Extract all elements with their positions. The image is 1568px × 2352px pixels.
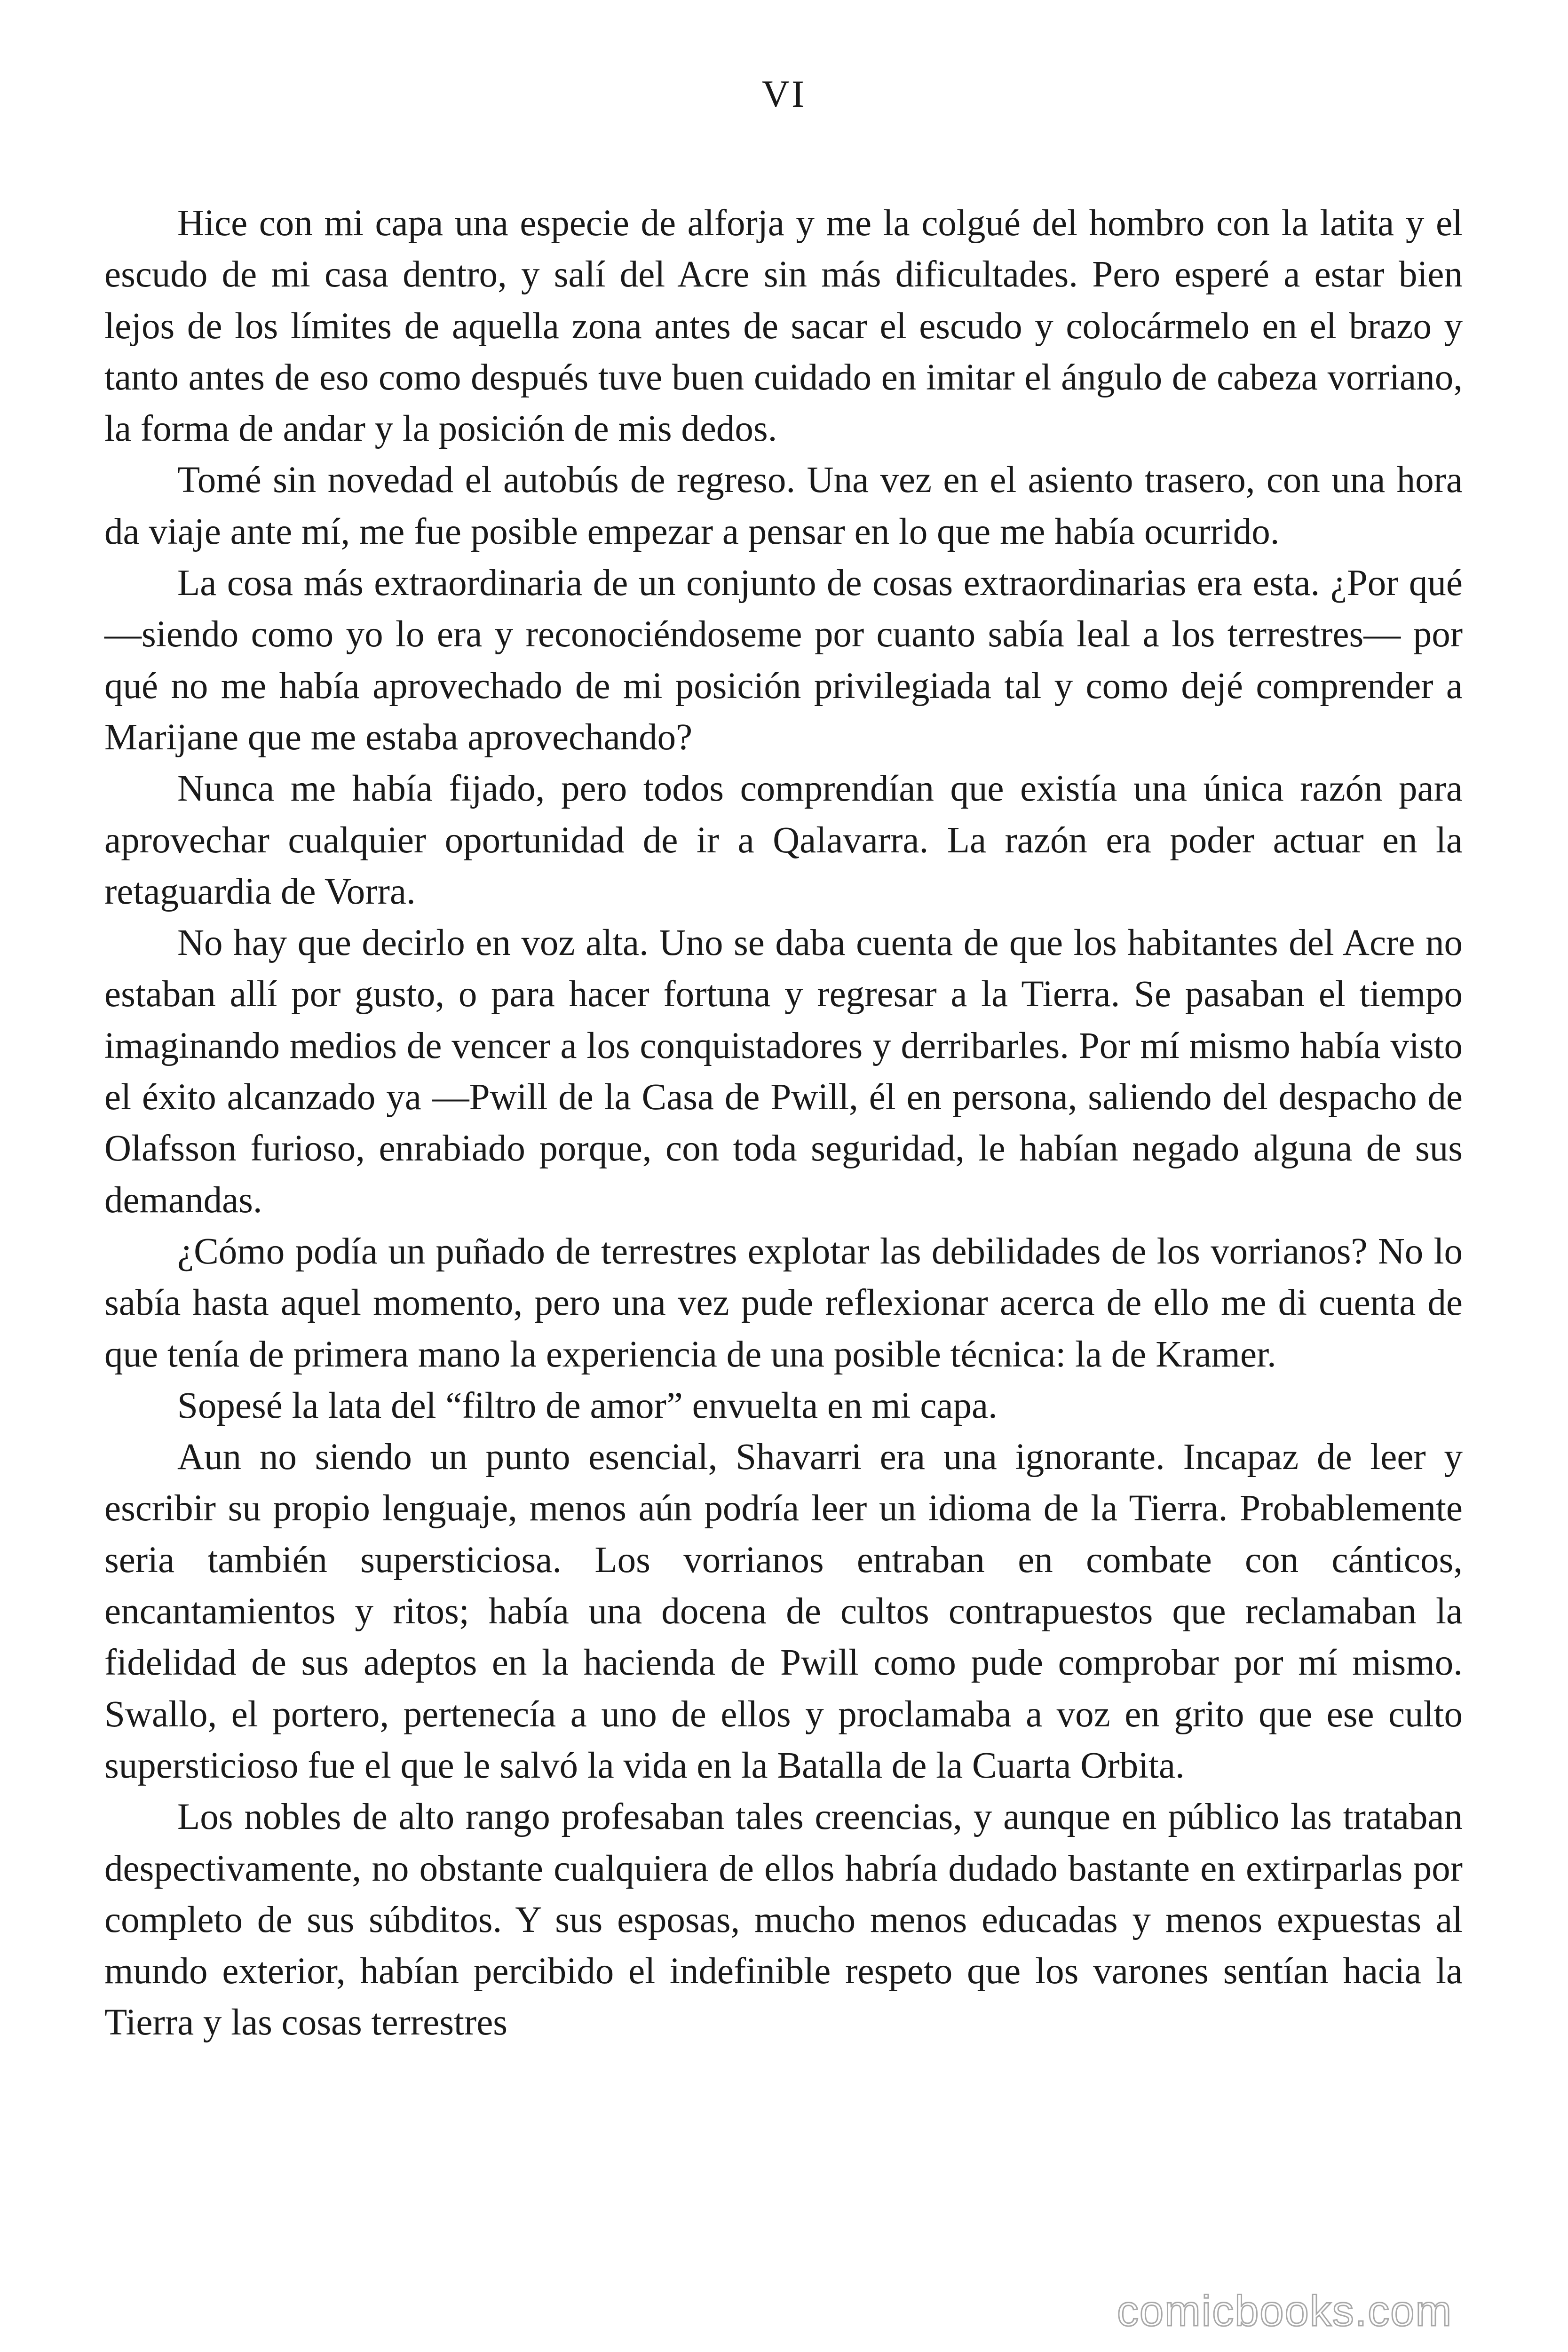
paragraph: Tomé sin novedad el autobús de regreso. Una vez en el asiento trasero, con una hora da viaje ante mí, me fue posible empezar a pensar en lo que me había ocurrido. [104,460,1463,552]
paragraph: La cosa más extraordinaria de un conjunto de cosas extraordinarias era esta. ¿Por qué —siendo como yo lo era y reconociéndoseme por cuanto sabía leal a los terrestres— por qué no me había aprovechado de mi posición privilegiada tal y como dejé comprender a Marijane que me estaba aprovechando? [104,563,1463,758]
chapter-heading: VI [761,72,807,115]
paragraph: Sopesé la lata del “filtro de amor” envuelta en mi capa. [177,1385,998,1426]
chapter-body [104,198,1463,2049]
watermark-logo: comicbooks.com [1117,2287,1453,2335]
paragraph: Los nobles de alto rango profesaban tales creencias, y aunque en público las trataban despectivamente, no obstante cualquiera de ellos habría dudado bastante en extirparlas por completo de sus súbditos. Y sus esposas, mucho menos educadas y menos expuestas al mundo exterior, habían percibido el indefinible respeto que los varones sentían hacia la Tierra y las cosas terrestres [104,1796,1463,2043]
paragraph: Aun no siendo un punto esencial, Shavarri era una ignorante. Incapaz de leer y escribir su propio lenguaje, menos aún podría leer un idioma de la Tierra. Probablemente seria también supersticiosa. Los vorrianos entraban en combate con cánticos, encantamientos y ritos; había una docena de cultos contrapuestos que reclamaban la fidelidad de sus adeptos en la hacienda de Pwill como pude comprobar por mí mismo. Swallo, el portero, pertenecía a uno de ellos y proclamaba a voz en grito que ese culto supersticioso fue el que le salvó la vida en la Batalla de la Cuarta Orbita. [104,1437,1463,1786]
paragraph: Nunca me había fijado, pero todos comprendían que existía una única razón para aprovechar cualquier oportunidad de ir a Qalavarra. La razón era poder actuar en la retaguardia de Vorra. [104,768,1463,912]
paragraph: No hay que decirlo en voz alta. Uno se daba cuenta de que los habitantes del Acre no estaban allí por gusto, o para hacer fortuna y regresar a la Tierra. Se pasaban el tiempo imaginando medios de vencer a los conquistadores y derribarles. Por mí mismo había visto el éxito alcanzado ya —Pwill de la Casa de Pwill, él en persona, saliendo del despacho de Olafsson furioso, enrabiado porque, con toda seguridad, le habían negado alguna de sus demandas. [104,922,1463,1221]
paragraph: Hice con mi capa una especie de alforja y me la colgué del hombro con la latita y el escudo de mi casa dentro, y salí del Acre sin más dificultades. Pero esperé a estar bien lejos de los límites de aquella zona antes de sacar el escudo y colocármelo en el brazo y tanto antes de eso como después tuve buen cuidado en imitar el ángulo de cabeza vorriano, la forma de andar y la posición de mis dedos. [104,203,1463,450]
paragraph: ¿Cómo podía un puñado de terrestres explotar las debilidades de los vorrianos? No lo sabía hasta aquel momento, pero una vez pude reflexionar acerca de ello me di cuenta de que tenía de primera mano la experiencia de una posible técnica: la de Kramer. [104,1231,1463,1375]
